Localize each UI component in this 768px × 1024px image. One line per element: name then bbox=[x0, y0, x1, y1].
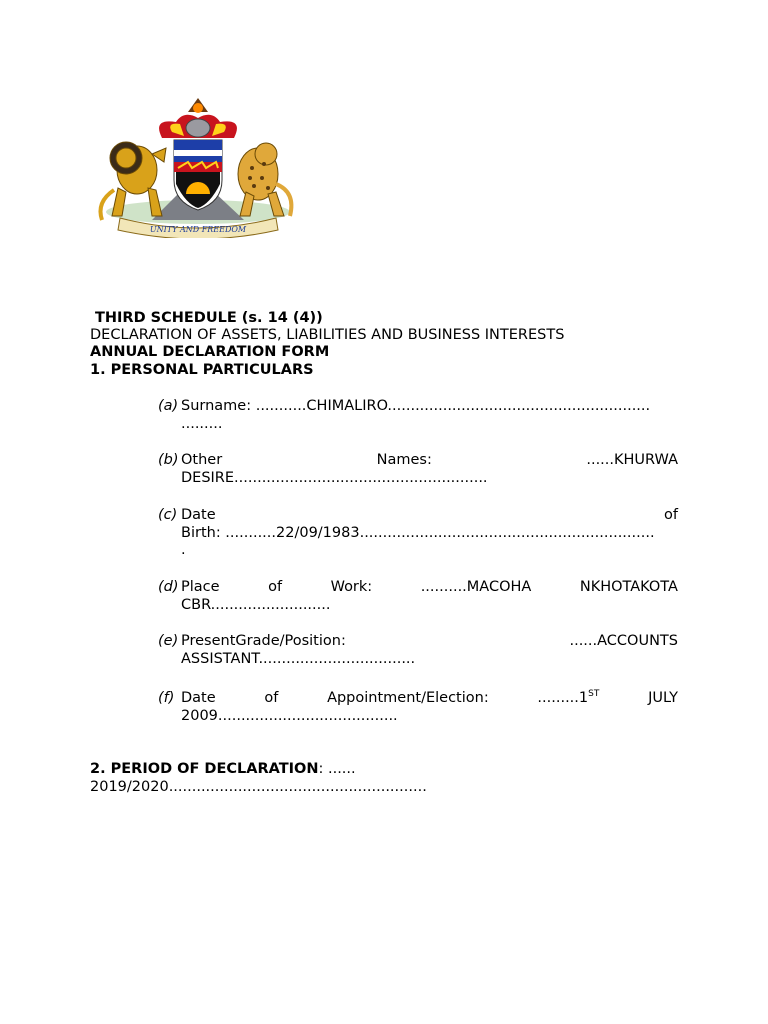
form-title: ANNUAL DECLARATION FORM bbox=[90, 344, 330, 360]
field-grade-position bbox=[158, 633, 678, 668]
item-label: (e) bbox=[158, 633, 179, 649]
item-label: (c) bbox=[158, 507, 178, 523]
field-surname bbox=[158, 398, 678, 433]
section-2-heading: 2. PERIOD OF DECLARATION bbox=[90, 761, 319, 777]
dob-line: Date of bbox=[181, 507, 678, 523]
other-names-line: Other Names: ......KHURWA bbox=[181, 452, 678, 468]
field-date-of-appointment bbox=[158, 690, 678, 725]
grade-position-line: PresentGrade/Position: ......ACCOUNTS bbox=[181, 633, 678, 649]
schedule-heading: THIRD SCHEDULE (s. 14 (4)) bbox=[95, 310, 323, 326]
surname-line: Surname: ...........CHIMALIRO......................................................... bbox=[181, 398, 651, 414]
period-value: 2019/2020........................................................ bbox=[90, 779, 427, 795]
other-names-continuation: DESIRE....................................................... bbox=[181, 469, 488, 486]
place-of-work-continuation: CBR.......................... bbox=[181, 596, 331, 613]
coat-of-arms-emblem bbox=[92, 92, 304, 238]
item-label: (a) bbox=[158, 398, 179, 414]
appointment-line: Date of Appointment/Election: .........1ST JULY bbox=[181, 689, 678, 706]
place-of-work-line: Place of Work: ..........MACOHA NKHOTAKOTA bbox=[181, 579, 678, 595]
item-label: (b) bbox=[158, 452, 179, 468]
section-2-period: 2. PERIOD OF DECLARATION: ...... 2019/2020........................................................ bbox=[90, 760, 690, 796]
surname-continuation: ......... bbox=[181, 415, 223, 432]
item-label: (f) bbox=[158, 690, 175, 706]
item-label: (d) bbox=[158, 579, 179, 595]
appointment-continuation: 2009....................................... bbox=[181, 707, 398, 724]
field-place-of-work bbox=[158, 579, 678, 614]
svg-text:UNITY AND FREEDOM: UNITY AND FREEDOM bbox=[149, 225, 247, 234]
surname-value: ...........CHIMALIRO......................................................... bbox=[255, 398, 651, 414]
section-1-heading: 1. PERSONAL PARTICULARS bbox=[90, 362, 314, 378]
field-date-of-birth bbox=[158, 507, 678, 560]
declaration-subtitle: DECLARATION OF ASSETS, LIABILITIES AND BUSINESS INTERESTS bbox=[90, 327, 565, 343]
ordinal-superscript: ST bbox=[588, 689, 600, 700]
grade-position-continuation: ASSISTANT.................................. bbox=[181, 650, 416, 667]
dob-value-line: Birth: ...........22/09/1983................................................................ bbox=[181, 524, 655, 541]
dob-continuation: . bbox=[181, 542, 186, 558]
field-other-names bbox=[158, 452, 678, 487]
